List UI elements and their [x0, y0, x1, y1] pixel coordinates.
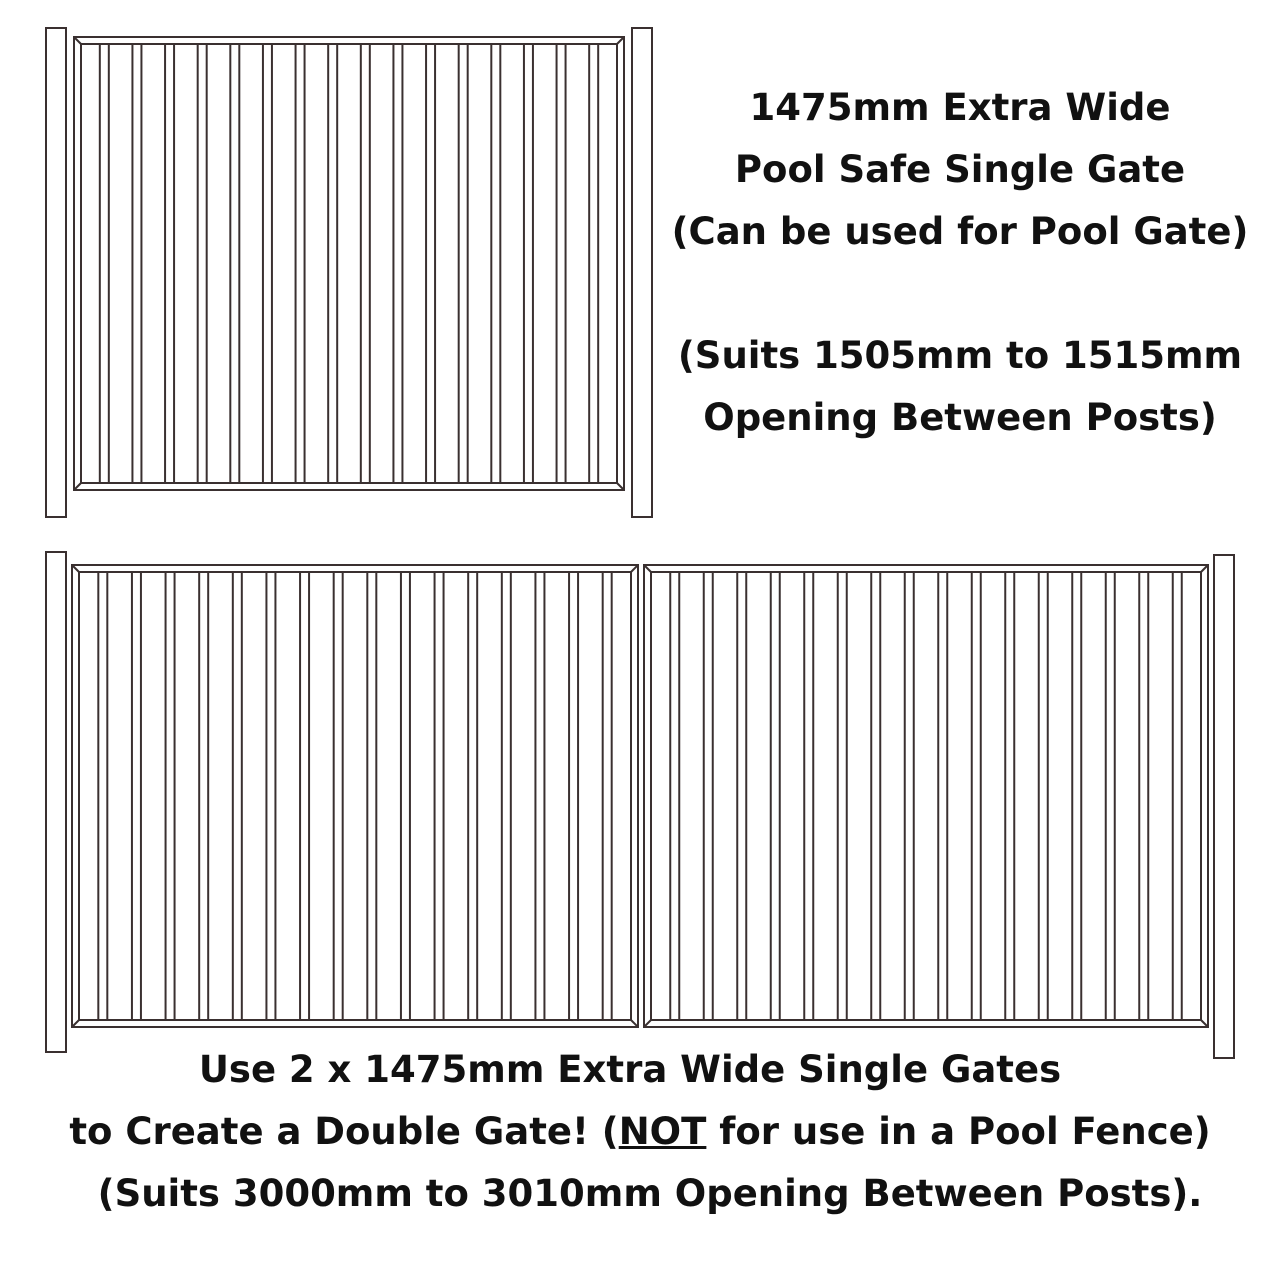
picket: [804, 572, 813, 1020]
picket: [198, 44, 207, 483]
picket: [589, 44, 598, 483]
picket: [296, 44, 305, 483]
picket: [972, 572, 981, 1020]
frame-corner: [631, 1020, 638, 1027]
picket: [737, 572, 746, 1020]
picket: [905, 572, 914, 1020]
picket: [334, 572, 343, 1020]
double-gate-warning-pre: to Create a Double Gate! (: [69, 1110, 619, 1153]
picket: [524, 44, 533, 483]
picket: [263, 44, 272, 483]
single-gate-title: 1475mm Extra Wide: [749, 86, 1171, 129]
gate-frame-outer: [74, 37, 624, 490]
frame-corner: [74, 37, 81, 44]
gate-frame-outer: [72, 565, 638, 1027]
single-gate-subtitle: Pool Safe Single Gate: [734, 148, 1186, 191]
picket: [266, 572, 275, 1020]
frame-corner: [617, 37, 624, 44]
gate-frame-inner: [651, 572, 1201, 1020]
picket: [459, 44, 468, 483]
picket: [132, 44, 141, 483]
picket: [1139, 572, 1148, 1020]
picket: [300, 572, 309, 1020]
double-gate-warning: [0, 1110, 1280, 1153]
frame-corner: [631, 565, 638, 572]
picket: [491, 44, 500, 483]
picket: [771, 572, 780, 1020]
picket: [230, 44, 239, 483]
single-gate-drawing: [46, 28, 652, 517]
picket: [557, 44, 566, 483]
gate-post: [1214, 555, 1234, 1058]
picket: [233, 572, 242, 1020]
picket: [569, 572, 578, 1020]
single-gate-opening-note: Opening Between Posts): [703, 396, 1217, 439]
frame-corner: [617, 483, 624, 490]
picket: [100, 44, 109, 483]
picket: [132, 572, 141, 1020]
gate-frame-outer: [644, 565, 1208, 1027]
picket: [704, 572, 713, 1020]
picket: [199, 572, 208, 1020]
picket: [670, 572, 679, 1020]
picket: [98, 572, 107, 1020]
double-gate-warning-post: for use in a Pool Fence): [706, 1110, 1211, 1153]
picket: [1173, 572, 1182, 1020]
frame-corner: [644, 1020, 651, 1027]
gate-frame-inner: [81, 44, 617, 483]
picket: [502, 572, 511, 1020]
picket: [1039, 572, 1048, 1020]
picket: [603, 572, 612, 1020]
picket: [1106, 572, 1115, 1020]
picket: [328, 44, 337, 483]
picket: [166, 572, 175, 1020]
not-emphasis: NOT: [618, 1110, 707, 1153]
picket: [1072, 572, 1081, 1020]
picket: [361, 44, 370, 483]
frame-corner: [1201, 565, 1208, 572]
picket: [938, 572, 947, 1020]
picket: [838, 572, 847, 1020]
picket: [871, 572, 880, 1020]
picket: [367, 572, 376, 1020]
frame-corner: [72, 1020, 79, 1027]
double-gate-opening-range: (Suits 3000mm to 3010mm Opening Between Posts).: [97, 1172, 1203, 1215]
picket: [468, 572, 477, 1020]
picket: [426, 44, 435, 483]
gate-frame-inner: [79, 572, 631, 1020]
double-gate-drawing: [46, 552, 1234, 1058]
frame-corner: [72, 565, 79, 572]
picket: [535, 572, 544, 1020]
gate-post: [46, 552, 66, 1052]
picket: [435, 572, 444, 1020]
picket: [1005, 572, 1014, 1020]
gate-post: [46, 28, 66, 517]
single-gate-usage-note: (Can be used for Pool Gate): [671, 210, 1249, 253]
frame-corner: [644, 565, 651, 572]
picket: [393, 44, 402, 483]
frame-corner: [74, 483, 81, 490]
picket: [165, 44, 174, 483]
single-gate-opening-range: (Suits 1505mm to 1515mm: [677, 334, 1243, 377]
picket: [401, 572, 410, 1020]
double-gate-instruction: Use 2 x 1475mm Extra Wide Single Gates: [198, 1048, 1062, 1091]
frame-corner: [1201, 1020, 1208, 1027]
